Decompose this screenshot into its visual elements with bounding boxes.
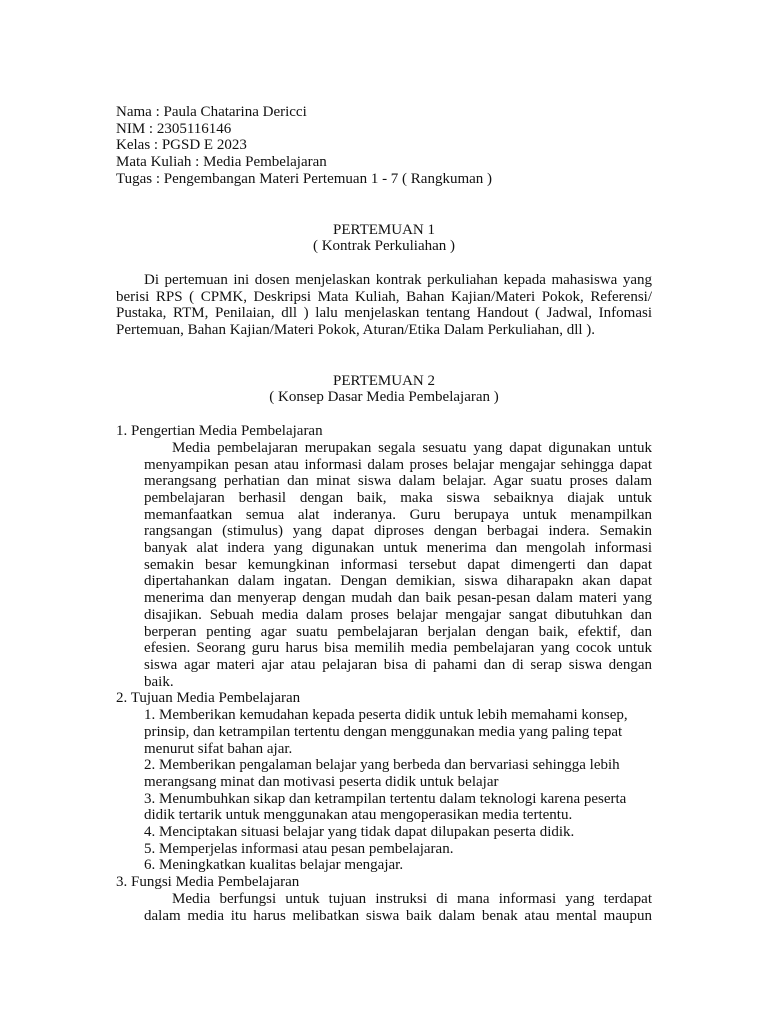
student-name: Nama : Paula Chatarina Dericci [116, 104, 307, 120]
paragraph-line: Media berfungsi untuk tujuan instruksi di mana informasi yang terdapat [172, 890, 652, 907]
list-item-line: 2. Memberikan pengalaman belajar yang berbeda dan bervariasi sehingga lebih [144, 757, 620, 774]
paragraph-line: menerima dan menyerap dengan mudah dan baik pesan-pesan dalam materi yang [144, 590, 652, 607]
paragraph-line: dalam media itu harus melibatkan siswa baik dalam benak atau mental maupun [144, 907, 652, 924]
pertemuan-2-content [116, 423, 652, 924]
paragraph-line: berisi RPS ( CPMK, Deskripsi Mata Kuliah, Bahan Kajian/Materi Pokok, Referensi/ [116, 288, 652, 305]
pertemuan-1-paragraph [116, 272, 652, 339]
list-item-line: menurut sifat bahan ajar. [144, 740, 293, 757]
paragraph-line: siswa agar materi ajar atau pelajaran bisa di pahami dan di serap siswa dengan [144, 656, 652, 673]
pengertian-paragraph [116, 440, 652, 691]
paragraph-line: baik. [144, 673, 174, 690]
fungsi-paragraph [116, 891, 652, 924]
list-item-line: merangsang minat dan motivasi peserta didik untuk belajar [144, 773, 499, 790]
paragraph-line: berperan penting agar suatu pembelajaran berjalan dengan baik, efektif, dan [144, 623, 652, 640]
pertemuan-2-heading [116, 373, 652, 406]
student-info [116, 104, 652, 188]
list-item-line: didik tertarik untuk menggunakan atau mengoperasikan media tertentu. [144, 807, 573, 824]
course-name: Mata Kuliah : Media Pembelajaran [116, 154, 327, 171]
pertemuan-1-title: PERTEMUAN 1 [332, 221, 436, 238]
paragraph-line: disajikan. Sebuah media dalam proses belajar mengajar sangat dibutuhkan dan [144, 606, 652, 623]
section-heading-fungsi: 3. Fungsi Media Pembelajaran [116, 874, 300, 891]
list-item-line: 3. Menumbuhkan sikap dan ketrampilan tertentu dalam teknologi karena peserta [144, 790, 627, 807]
pertemuan-2-title: PERTEMUAN 2 [332, 372, 436, 389]
list-item-line: 6. Meningkatkan kualitas belajar mengajar. [144, 857, 404, 874]
paragraph-line: banyak alat indera yang digunakan untuk menerima dan mengolah informasi [144, 540, 652, 557]
paragraph-line: semakin besar kemungkinan informasi tersebut dapat dimengerti dan dapat [144, 556, 652, 573]
pertemuan-1-heading [116, 222, 652, 255]
section-heading-tujuan: 2. Tujuan Media Pembelajaran [116, 690, 301, 707]
student-class: Kelas : PGSD E 2023 [116, 137, 247, 154]
assignment-title: Tugas : Pengembangan Materi Pertemuan 1 - 7 ( Rangkuman ) [116, 170, 493, 187]
student-nim: NIM : 2305116146 [116, 120, 232, 137]
paragraph-line: menyampikan pesan atau informasi dalam proses belajar mengajar sehingga dapat [144, 456, 652, 473]
list-item-line: 4. Menciptakan situasi belajar yang tidak dapat dilupakan peserta didik. [144, 824, 575, 841]
paragraph-line: Pustaka, RTM, Penilaian, dll ) lalu menjelaskan tentang Handout ( Jadwal, Infomasi [116, 305, 652, 322]
paragraph-line: dipertahankan dalam ingatan. Dengan demikian, siswa diharapakn akan dapat [144, 573, 652, 590]
paragraph-line: merangsang perhatian dan minat siswa dalam belajar. Agar suatu proses dalam [144, 473, 652, 490]
section-heading-pengertian: 1. Pengertian Media Pembelajaran [116, 423, 323, 440]
paragraph-line: memanfaatkan semua alat inderanya. Guru berupaya untuk menampilkan [144, 506, 652, 523]
paragraph-line: pembelajaran berhasil dengan baik, maka siswa sebaiknya diajak untuk [144, 489, 652, 506]
list-item-line: prinsip, dan ketrampilan tertentu dengan menggunakan media yang paling tepat [144, 723, 623, 740]
paragraph-line: Di pertemuan ini dosen menjelaskan kontrak perkuliahan kepada mahasiswa yang [144, 271, 652, 288]
list-item-line: 1. Memberikan kemudahan kepada peserta didik untuk lebih memahami konsep, [144, 707, 628, 724]
tujuan-list [116, 707, 652, 874]
paragraph-line: rangsangan (stimulus) yang dapat diproses dengan berbagai indera. Semakin [144, 523, 652, 540]
pertemuan-1-subtitle: ( Kontrak Perkuliahan ) [312, 238, 456, 255]
list-item-line: 5. Memperjelas informasi atau pesan pembelajaran. [144, 840, 454, 857]
document-page [116, 104, 652, 924]
paragraph-line: Pertemuan, Bahan Kajian/Materi Pokok, Aturan/Etika Dalam Perkuliahan, dll ). [116, 322, 596, 339]
paragraph-line: Media pembelajaran merupakan segala sesuatu yang dapat digunakan untuk [172, 439, 652, 456]
pertemuan-2-subtitle: ( Konsep Dasar Media Pembelajaran ) [269, 389, 499, 406]
paragraph-line: efesien. Seorang guru harus bisa memilih media pembelajaran yang cocok untuk [144, 640, 652, 657]
